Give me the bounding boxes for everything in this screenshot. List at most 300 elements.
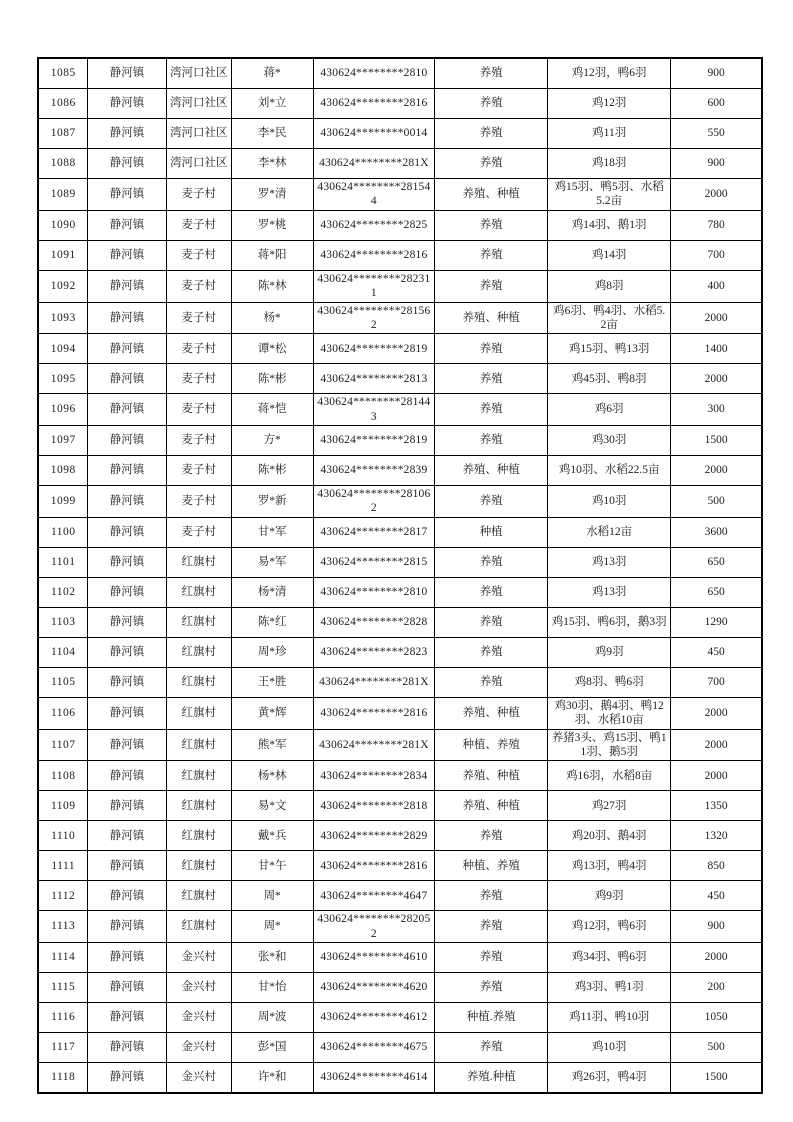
cell-amount: 450 — [671, 881, 762, 911]
cell-detail: 鸡12羽 — [548, 89, 671, 119]
cell-town: 静河镇 — [88, 517, 166, 547]
cell-type: 养殖 — [435, 58, 548, 89]
cell-id_number: 430624********4620 — [313, 973, 435, 1003]
table-row — [38, 1063, 762, 1094]
cell-seq: 1107 — [38, 729, 88, 761]
table-row — [38, 334, 762, 364]
cell-detail: 鸡15羽、鸭13羽 — [548, 334, 671, 364]
cell-id_number: 430624********282052 — [313, 911, 435, 943]
cell-village: 麦子村 — [166, 302, 231, 334]
cell-detail: 鸡45羽、鸭8羽 — [548, 364, 671, 394]
cell-detail: 鸡13羽，鸭4羽 — [548, 851, 671, 881]
cell-town: 静河镇 — [88, 697, 166, 729]
cell-town: 静河镇 — [88, 334, 166, 364]
cell-town: 静河镇 — [88, 364, 166, 394]
cell-town: 静河镇 — [88, 210, 166, 240]
cell-detail: 鸡3羽、鸭1羽 — [548, 973, 671, 1003]
cell-type: 养殖、种植 — [435, 697, 548, 729]
cell-town: 静河镇 — [88, 119, 166, 149]
cell-name: 杨* — [231, 302, 313, 334]
cell-amount: 550 — [671, 119, 762, 149]
cell-town: 静河镇 — [88, 729, 166, 761]
cell-town: 静河镇 — [88, 426, 166, 456]
cell-village: 红旗村 — [166, 911, 231, 943]
cell-seq: 1092 — [38, 270, 88, 302]
cell-seq: 1099 — [38, 486, 88, 518]
cell-id_number: 430624********2816 — [313, 89, 435, 119]
cell-seq: 1098 — [38, 456, 88, 486]
cell-amount: 2000 — [671, 456, 762, 486]
cell-seq: 1102 — [38, 577, 88, 607]
cell-seq: 1114 — [38, 943, 88, 973]
cell-village: 麦子村 — [166, 456, 231, 486]
cell-seq: 1116 — [38, 1003, 88, 1033]
cell-name: 周* — [231, 881, 313, 911]
cell-amount: 2000 — [671, 364, 762, 394]
cell-type: 种植、养殖 — [435, 851, 548, 881]
cell-amount: 1400 — [671, 334, 762, 364]
cell-amount: 1500 — [671, 1063, 762, 1094]
cell-amount: 1350 — [671, 791, 762, 821]
table-row — [38, 791, 762, 821]
cell-name: 刘*立 — [231, 89, 313, 119]
table-row — [38, 729, 762, 761]
cell-detail: 鸡30羽 — [548, 426, 671, 456]
cell-type: 养殖 — [435, 637, 548, 667]
cell-name: 蒋*阳 — [231, 240, 313, 270]
cell-town: 静河镇 — [88, 911, 166, 943]
cell-village: 红旗村 — [166, 761, 231, 791]
table-row — [38, 119, 762, 149]
cell-name: 谭*松 — [231, 334, 313, 364]
cell-amount: 900 — [671, 149, 762, 179]
table-row — [38, 973, 762, 1003]
cell-town: 静河镇 — [88, 667, 166, 697]
cell-type: 养殖 — [435, 394, 548, 426]
cell-name: 甘*怡 — [231, 973, 313, 1003]
cell-type: 养殖 — [435, 881, 548, 911]
table-row — [38, 394, 762, 426]
cell-seq: 1088 — [38, 149, 88, 179]
cell-village: 麦子村 — [166, 240, 231, 270]
cell-village: 红旗村 — [166, 667, 231, 697]
cell-town: 静河镇 — [88, 486, 166, 518]
table-row — [38, 149, 762, 179]
cell-seq: 1117 — [38, 1033, 88, 1063]
cell-type: 养殖 — [435, 547, 548, 577]
cell-name: 陈*彬 — [231, 364, 313, 394]
cell-seq: 1118 — [38, 1063, 88, 1094]
cell-village: 麦子村 — [166, 394, 231, 426]
cell-village: 金兴村 — [166, 1063, 231, 1094]
cell-name: 张*和 — [231, 943, 313, 973]
cell-name: 易*军 — [231, 547, 313, 577]
cell-amount: 900 — [671, 911, 762, 943]
cell-id_number: 430624********2813 — [313, 364, 435, 394]
cell-amount: 2000 — [671, 729, 762, 761]
cell-seq: 1090 — [38, 210, 88, 240]
cell-seq: 1108 — [38, 761, 88, 791]
cell-seq: 1085 — [38, 58, 88, 89]
subsidy-records-table — [37, 57, 763, 1094]
cell-type: 养殖 — [435, 607, 548, 637]
cell-amount: 1320 — [671, 821, 762, 851]
cell-detail: 鸡10羽 — [548, 1033, 671, 1063]
cell-type: 养殖 — [435, 149, 548, 179]
cell-type: 养殖 — [435, 911, 548, 943]
cell-seq: 1113 — [38, 911, 88, 943]
cell-village: 麦子村 — [166, 486, 231, 518]
table-row — [38, 302, 762, 334]
cell-amount: 780 — [671, 210, 762, 240]
cell-seq: 1111 — [38, 851, 88, 881]
cell-id_number: 430624********4675 — [313, 1033, 435, 1063]
cell-amount: 2000 — [671, 943, 762, 973]
cell-id_number: 430624********2834 — [313, 761, 435, 791]
cell-type: 养殖.种植 — [435, 1063, 548, 1094]
cell-amount: 650 — [671, 577, 762, 607]
cell-id_number: 430624********2816 — [313, 697, 435, 729]
cell-amount: 500 — [671, 486, 762, 518]
cell-village: 红旗村 — [166, 881, 231, 911]
cell-detail: 鸡11羽 — [548, 119, 671, 149]
cell-seq: 1089 — [38, 179, 88, 211]
cell-seq: 1103 — [38, 607, 88, 637]
cell-detail: 鸡10羽、水稻22.5亩 — [548, 456, 671, 486]
cell-town: 静河镇 — [88, 270, 166, 302]
cell-village: 红旗村 — [166, 851, 231, 881]
cell-village: 麦子村 — [166, 364, 231, 394]
table-row — [38, 943, 762, 973]
cell-name: 罗*桃 — [231, 210, 313, 240]
cell-town: 静河镇 — [88, 791, 166, 821]
table-row — [38, 426, 762, 456]
cell-type: 养殖 — [435, 210, 548, 240]
cell-type: 养殖 — [435, 270, 548, 302]
cell-type: 养殖 — [435, 577, 548, 607]
cell-detail: 鸡14羽、鹅1羽 — [548, 210, 671, 240]
cell-name: 熊*军 — [231, 729, 313, 761]
cell-amount: 2000 — [671, 179, 762, 211]
cell-id_number: 430624********2810 — [313, 58, 435, 89]
cell-detail: 鸡8羽 — [548, 270, 671, 302]
cell-amount: 450 — [671, 637, 762, 667]
table-row — [38, 89, 762, 119]
table-row — [38, 1033, 762, 1063]
cell-id_number: 430624********0014 — [313, 119, 435, 149]
cell-name: 杨*林 — [231, 761, 313, 791]
cell-village: 红旗村 — [166, 637, 231, 667]
cell-seq: 1106 — [38, 697, 88, 729]
cell-type: 养殖、种植 — [435, 761, 548, 791]
cell-type: 养殖 — [435, 486, 548, 518]
cell-type: 养殖 — [435, 89, 548, 119]
cell-type: 养殖 — [435, 240, 548, 270]
cell-seq: 1100 — [38, 517, 88, 547]
cell-amount: 600 — [671, 89, 762, 119]
cell-amount: 1050 — [671, 1003, 762, 1033]
cell-type: 养殖、种植 — [435, 302, 548, 334]
cell-amount: 300 — [671, 394, 762, 426]
table-row — [38, 364, 762, 394]
cell-detail: 鸡9羽 — [548, 881, 671, 911]
cell-name: 许*和 — [231, 1063, 313, 1094]
cell-amount: 500 — [671, 1033, 762, 1063]
cell-seq: 1087 — [38, 119, 88, 149]
cell-village: 麦子村 — [166, 426, 231, 456]
cell-type: 种植.养殖 — [435, 1003, 548, 1033]
cell-id_number: 430624********281X — [313, 729, 435, 761]
cell-seq: 1094 — [38, 334, 88, 364]
cell-name: 戴*兵 — [231, 821, 313, 851]
cell-town: 静河镇 — [88, 637, 166, 667]
cell-detail: 鸡12羽，鸭6羽 — [548, 911, 671, 943]
cell-id_number: 430624********4614 — [313, 1063, 435, 1094]
cell-amount: 2000 — [671, 302, 762, 334]
table-row — [38, 637, 762, 667]
cell-type: 养殖 — [435, 943, 548, 973]
cell-detail: 鸡11羽、鸭10羽 — [548, 1003, 671, 1033]
cell-detail: 鸡13羽 — [548, 577, 671, 607]
cell-detail: 鸡15羽、鸭6羽，鹅3羽 — [548, 607, 671, 637]
cell-town: 静河镇 — [88, 1063, 166, 1094]
cell-type: 养殖 — [435, 334, 548, 364]
table-row — [38, 58, 762, 89]
cell-name: 陈*彬 — [231, 456, 313, 486]
cell-type: 养殖 — [435, 1033, 548, 1063]
cell-village: 麦子村 — [166, 179, 231, 211]
cell-name: 黄*辉 — [231, 697, 313, 729]
cell-id_number: 430624********2828 — [313, 607, 435, 637]
cell-village: 麦子村 — [166, 334, 231, 364]
table-row — [38, 821, 762, 851]
table-row — [38, 851, 762, 881]
cell-id_number: 430624********2816 — [313, 240, 435, 270]
cell-amount: 850 — [671, 851, 762, 881]
cell-type: 种植 — [435, 517, 548, 547]
cell-id_number: 430624********2817 — [313, 517, 435, 547]
cell-village: 湾河口社区 — [166, 119, 231, 149]
cell-seq: 1091 — [38, 240, 88, 270]
cell-id_number: 430624********281062 — [313, 486, 435, 518]
cell-type: 养殖、种植 — [435, 456, 548, 486]
cell-id_number: 430624********2819 — [313, 334, 435, 364]
cell-type: 养殖 — [435, 667, 548, 697]
cell-type: 养殖 — [435, 364, 548, 394]
table-row — [38, 1003, 762, 1033]
table-row — [38, 577, 762, 607]
table-row — [38, 761, 762, 791]
cell-village: 湾河口社区 — [166, 58, 231, 89]
table-row — [38, 456, 762, 486]
cell-name: 周* — [231, 911, 313, 943]
cell-village: 金兴村 — [166, 1003, 231, 1033]
cell-detail: 鸡6羽 — [548, 394, 671, 426]
cell-village: 红旗村 — [166, 697, 231, 729]
cell-detail: 鸡27羽 — [548, 791, 671, 821]
cell-detail: 鸡18羽 — [548, 149, 671, 179]
cell-town: 静河镇 — [88, 761, 166, 791]
cell-amount: 2000 — [671, 761, 762, 791]
cell-name: 李*林 — [231, 149, 313, 179]
cell-name: 甘*军 — [231, 517, 313, 547]
cell-town: 静河镇 — [88, 149, 166, 179]
cell-detail: 水稻12亩 — [548, 517, 671, 547]
cell-id_number: 430624********2839 — [313, 456, 435, 486]
cell-id_number: 430624********281443 — [313, 394, 435, 426]
cell-amount: 1290 — [671, 607, 762, 637]
cell-village: 金兴村 — [166, 943, 231, 973]
cell-name: 易*文 — [231, 791, 313, 821]
cell-name: 陈*红 — [231, 607, 313, 637]
cell-detail: 鸡20羽、鹅4羽 — [548, 821, 671, 851]
cell-village: 红旗村 — [166, 791, 231, 821]
table-row — [38, 547, 762, 577]
cell-detail: 鸡30羽、鹅4羽、鸭12羽、水稻10亩 — [548, 697, 671, 729]
cell-town: 静河镇 — [88, 394, 166, 426]
cell-village: 红旗村 — [166, 577, 231, 607]
cell-town: 静河镇 — [88, 973, 166, 1003]
table-row — [38, 270, 762, 302]
cell-name: 周*波 — [231, 1003, 313, 1033]
cell-amount: 3600 — [671, 517, 762, 547]
cell-village: 麦子村 — [166, 210, 231, 240]
cell-town: 静河镇 — [88, 58, 166, 89]
cell-town: 静河镇 — [88, 456, 166, 486]
cell-detail: 鸡10羽 — [548, 486, 671, 518]
cell-name: 蒋*恺 — [231, 394, 313, 426]
table-row — [38, 911, 762, 943]
cell-detail: 鸡13羽 — [548, 547, 671, 577]
cell-type: 养殖 — [435, 119, 548, 149]
cell-seq: 1096 — [38, 394, 88, 426]
cell-id_number: 430624********2815 — [313, 547, 435, 577]
cell-seq: 1097 — [38, 426, 88, 456]
cell-village: 麦子村 — [166, 517, 231, 547]
cell-id_number: 430624********2818 — [313, 791, 435, 821]
cell-town: 静河镇 — [88, 240, 166, 270]
cell-town: 静河镇 — [88, 577, 166, 607]
cell-amount: 700 — [671, 667, 762, 697]
cell-id_number: 430624********2819 — [313, 426, 435, 456]
cell-name: 方* — [231, 426, 313, 456]
cell-id_number: 430624********2810 — [313, 577, 435, 607]
cell-type: 养殖、种植 — [435, 791, 548, 821]
cell-name: 罗*清 — [231, 179, 313, 211]
cell-detail: 鸡16羽，水稻8亩 — [548, 761, 671, 791]
cell-type: 种植、养殖 — [435, 729, 548, 761]
cell-town: 静河镇 — [88, 607, 166, 637]
cell-id_number: 430624********4612 — [313, 1003, 435, 1033]
cell-village: 金兴村 — [166, 973, 231, 1003]
cell-amount: 2000 — [671, 697, 762, 729]
cell-id_number: 430624********281544 — [313, 179, 435, 211]
records-table-body — [38, 58, 762, 1093]
cell-id_number: 430624********2825 — [313, 210, 435, 240]
cell-town: 静河镇 — [88, 547, 166, 577]
cell-amount: 1500 — [671, 426, 762, 456]
cell-detail: 鸡12羽，鸭6羽 — [548, 58, 671, 89]
cell-town: 静河镇 — [88, 943, 166, 973]
cell-village: 金兴村 — [166, 1033, 231, 1063]
cell-amount: 400 — [671, 270, 762, 302]
cell-detail: 养猪3头、鸡15羽、鸭11羽、鹅5羽 — [548, 729, 671, 761]
cell-id_number: 430624********4647 — [313, 881, 435, 911]
cell-town: 静河镇 — [88, 1033, 166, 1063]
table-row — [38, 210, 762, 240]
cell-town: 静河镇 — [88, 89, 166, 119]
cell-village: 麦子村 — [166, 270, 231, 302]
cell-id_number: 430624********2829 — [313, 821, 435, 851]
cell-name: 陈*林 — [231, 270, 313, 302]
cell-id_number: 430624********281X — [313, 149, 435, 179]
table-row — [38, 240, 762, 270]
cell-town: 静河镇 — [88, 179, 166, 211]
cell-seq: 1110 — [38, 821, 88, 851]
cell-id_number: 430624********2816 — [313, 851, 435, 881]
cell-village: 湾河口社区 — [166, 89, 231, 119]
table-row — [38, 667, 762, 697]
cell-seq: 1095 — [38, 364, 88, 394]
cell-village: 红旗村 — [166, 729, 231, 761]
cell-name: 杨*清 — [231, 577, 313, 607]
cell-seq: 1109 — [38, 791, 88, 821]
table-row — [38, 179, 762, 211]
cell-name: 彭*国 — [231, 1033, 313, 1063]
cell-village: 湾河口社区 — [166, 149, 231, 179]
cell-type: 养殖 — [435, 426, 548, 456]
cell-seq: 1086 — [38, 89, 88, 119]
cell-town: 静河镇 — [88, 1003, 166, 1033]
cell-village: 红旗村 — [166, 821, 231, 851]
cell-amount: 700 — [671, 240, 762, 270]
cell-seq: 1112 — [38, 881, 88, 911]
cell-amount: 200 — [671, 973, 762, 1003]
cell-detail: 鸡15羽、鸭5羽、水稻5.2亩 — [548, 179, 671, 211]
cell-id_number: 430624********4610 — [313, 943, 435, 973]
cell-town: 静河镇 — [88, 851, 166, 881]
cell-type: 养殖 — [435, 821, 548, 851]
cell-name: 李*民 — [231, 119, 313, 149]
cell-id_number: 430624********282311 — [313, 270, 435, 302]
cell-amount: 900 — [671, 58, 762, 89]
cell-seq: 1104 — [38, 637, 88, 667]
cell-village: 红旗村 — [166, 607, 231, 637]
cell-town: 静河镇 — [88, 302, 166, 334]
table-row — [38, 881, 762, 911]
cell-detail: 鸡34羽、鸭6羽 — [548, 943, 671, 973]
cell-id_number: 430624********281X — [313, 667, 435, 697]
cell-seq: 1101 — [38, 547, 88, 577]
cell-detail: 鸡6羽、鸭4羽、水稻5.2亩 — [548, 302, 671, 334]
table-row — [38, 697, 762, 729]
cell-seq: 1105 — [38, 667, 88, 697]
cell-town: 静河镇 — [88, 881, 166, 911]
cell-seq: 1115 — [38, 973, 88, 1003]
cell-seq: 1093 — [38, 302, 88, 334]
table-row — [38, 486, 762, 518]
cell-id_number: 430624********281562 — [313, 302, 435, 334]
cell-name: 甘*午 — [231, 851, 313, 881]
cell-detail: 鸡9羽 — [548, 637, 671, 667]
cell-type: 养殖 — [435, 973, 548, 1003]
cell-detail: 鸡26羽，鸭4羽 — [548, 1063, 671, 1094]
cell-name: 王*胜 — [231, 667, 313, 697]
cell-id_number: 430624********2823 — [313, 637, 435, 667]
cell-name: 蒋* — [231, 58, 313, 89]
cell-name: 周*珍 — [231, 637, 313, 667]
table-row — [38, 517, 762, 547]
